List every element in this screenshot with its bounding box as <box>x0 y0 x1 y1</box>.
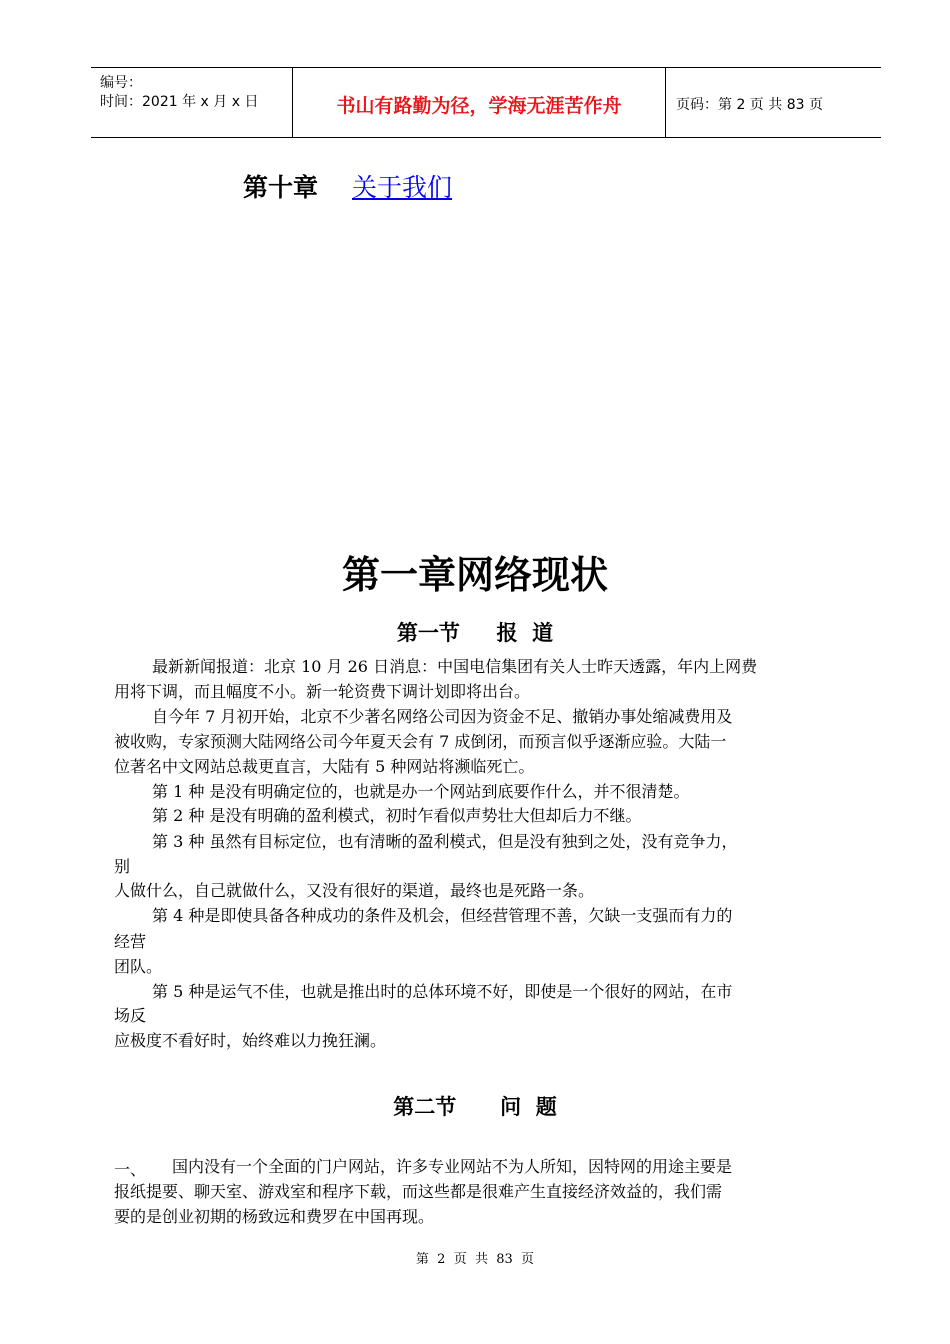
paragraph-line: 自今年 7 月初开始，北京不少著名网络公司因为资金不足、撤销办事处缩减费用及 <box>152 707 733 726</box>
header-motto: 书山有路勤为径，学海无涯苦作舟 <box>336 95 622 117</box>
toc-link-about-us[interactable]: 关于我们 <box>352 173 453 202</box>
paragraph-line: 第 1 种 是没有明确定位的，也就是办一个网站到底要作什么，并不很清楚。 <box>152 782 690 801</box>
paragraph-line: 第 2 种 是没有明确的盈利模式，初时乍看似声势壮大但却后力不继。 <box>152 806 642 825</box>
paragraph-line: 用将下调，而且幅度不小。新一轮资费下调计划即将出台。 <box>114 682 531 701</box>
paragraph-line: 应极度不看好时，始终难以力挽狂澜。 <box>114 1031 387 1050</box>
header-motto-cell <box>293 68 666 137</box>
paragraph-line: 要的是创业初期的杨致远和费罗在中国再现。 <box>114 1207 435 1226</box>
section-title-report: 第一节 报 道 <box>396 621 554 645</box>
page-footer: 第 2 页 共 83 页 <box>415 1252 535 1267</box>
section-title-problems: 第二节 问 题 <box>393 1095 557 1119</box>
paragraph-line: 最新新闻报道：北京 10 月 26 日消息：中国电信集团有关人士昨天透露，年内上网费 <box>152 657 758 676</box>
paragraph-line: 位著名中文网站总裁更直言，大陆有 5 种网站将濒临死亡。 <box>114 757 535 776</box>
paragraph-line: 第 5 种是运气不佳，也就是推出时的总体环境不好，即使是一个很好的网站，在市 <box>152 982 733 1001</box>
list-item-number: 一、 <box>114 1160 147 1179</box>
paragraph-line: 经营 <box>114 932 147 951</box>
toc-entry <box>243 168 452 204</box>
toc-chapter-label: 第十章 <box>243 173 319 202</box>
paragraph-line: 第 4 种是即使具备各种成功的条件及机会，但经营管理不善，欠缺一支强而有力的 <box>152 906 733 925</box>
header-info-cell <box>91 68 293 137</box>
paragraph-line: 被收购，专家预测大陆网络公司今年夏天会有 7 成倒闭，而预言似乎逐渐应验。大陆一 <box>114 732 727 751</box>
paragraph-line: 报纸提要、聊天室、游戏室和程序下载，而这些都是很难产生直接经济效益的，我们需 <box>114 1182 723 1201</box>
paragraph-line: 人做什么，自己就做什么，又没有很好的渠道，最终也是死路一条。 <box>114 881 595 900</box>
paragraph-line: 团队。 <box>114 957 163 976</box>
number-label: 编号： <box>100 75 142 91</box>
time-label: 时间：2021 年 x 月 x 日 <box>100 94 259 110</box>
paragraph-line: 第 3 种 虽然有目标定位，也有清晰的盈利模式，但是没有独到之处，没有竞争力， <box>152 832 738 851</box>
paragraph-line: 场反 <box>114 1006 147 1025</box>
paragraph-line: 别 <box>114 857 131 876</box>
header-page-cell <box>666 68 881 137</box>
page-code: 页码：第 2 页 共 83 页 <box>676 97 823 113</box>
page-header-table <box>91 67 881 138</box>
paragraph-line: 国内没有一个全面的门户网站，许多专业网站不为人所知，因特网的用途主要是 <box>172 1157 733 1176</box>
chapter-title: 第一章网络现状 <box>341 553 608 597</box>
